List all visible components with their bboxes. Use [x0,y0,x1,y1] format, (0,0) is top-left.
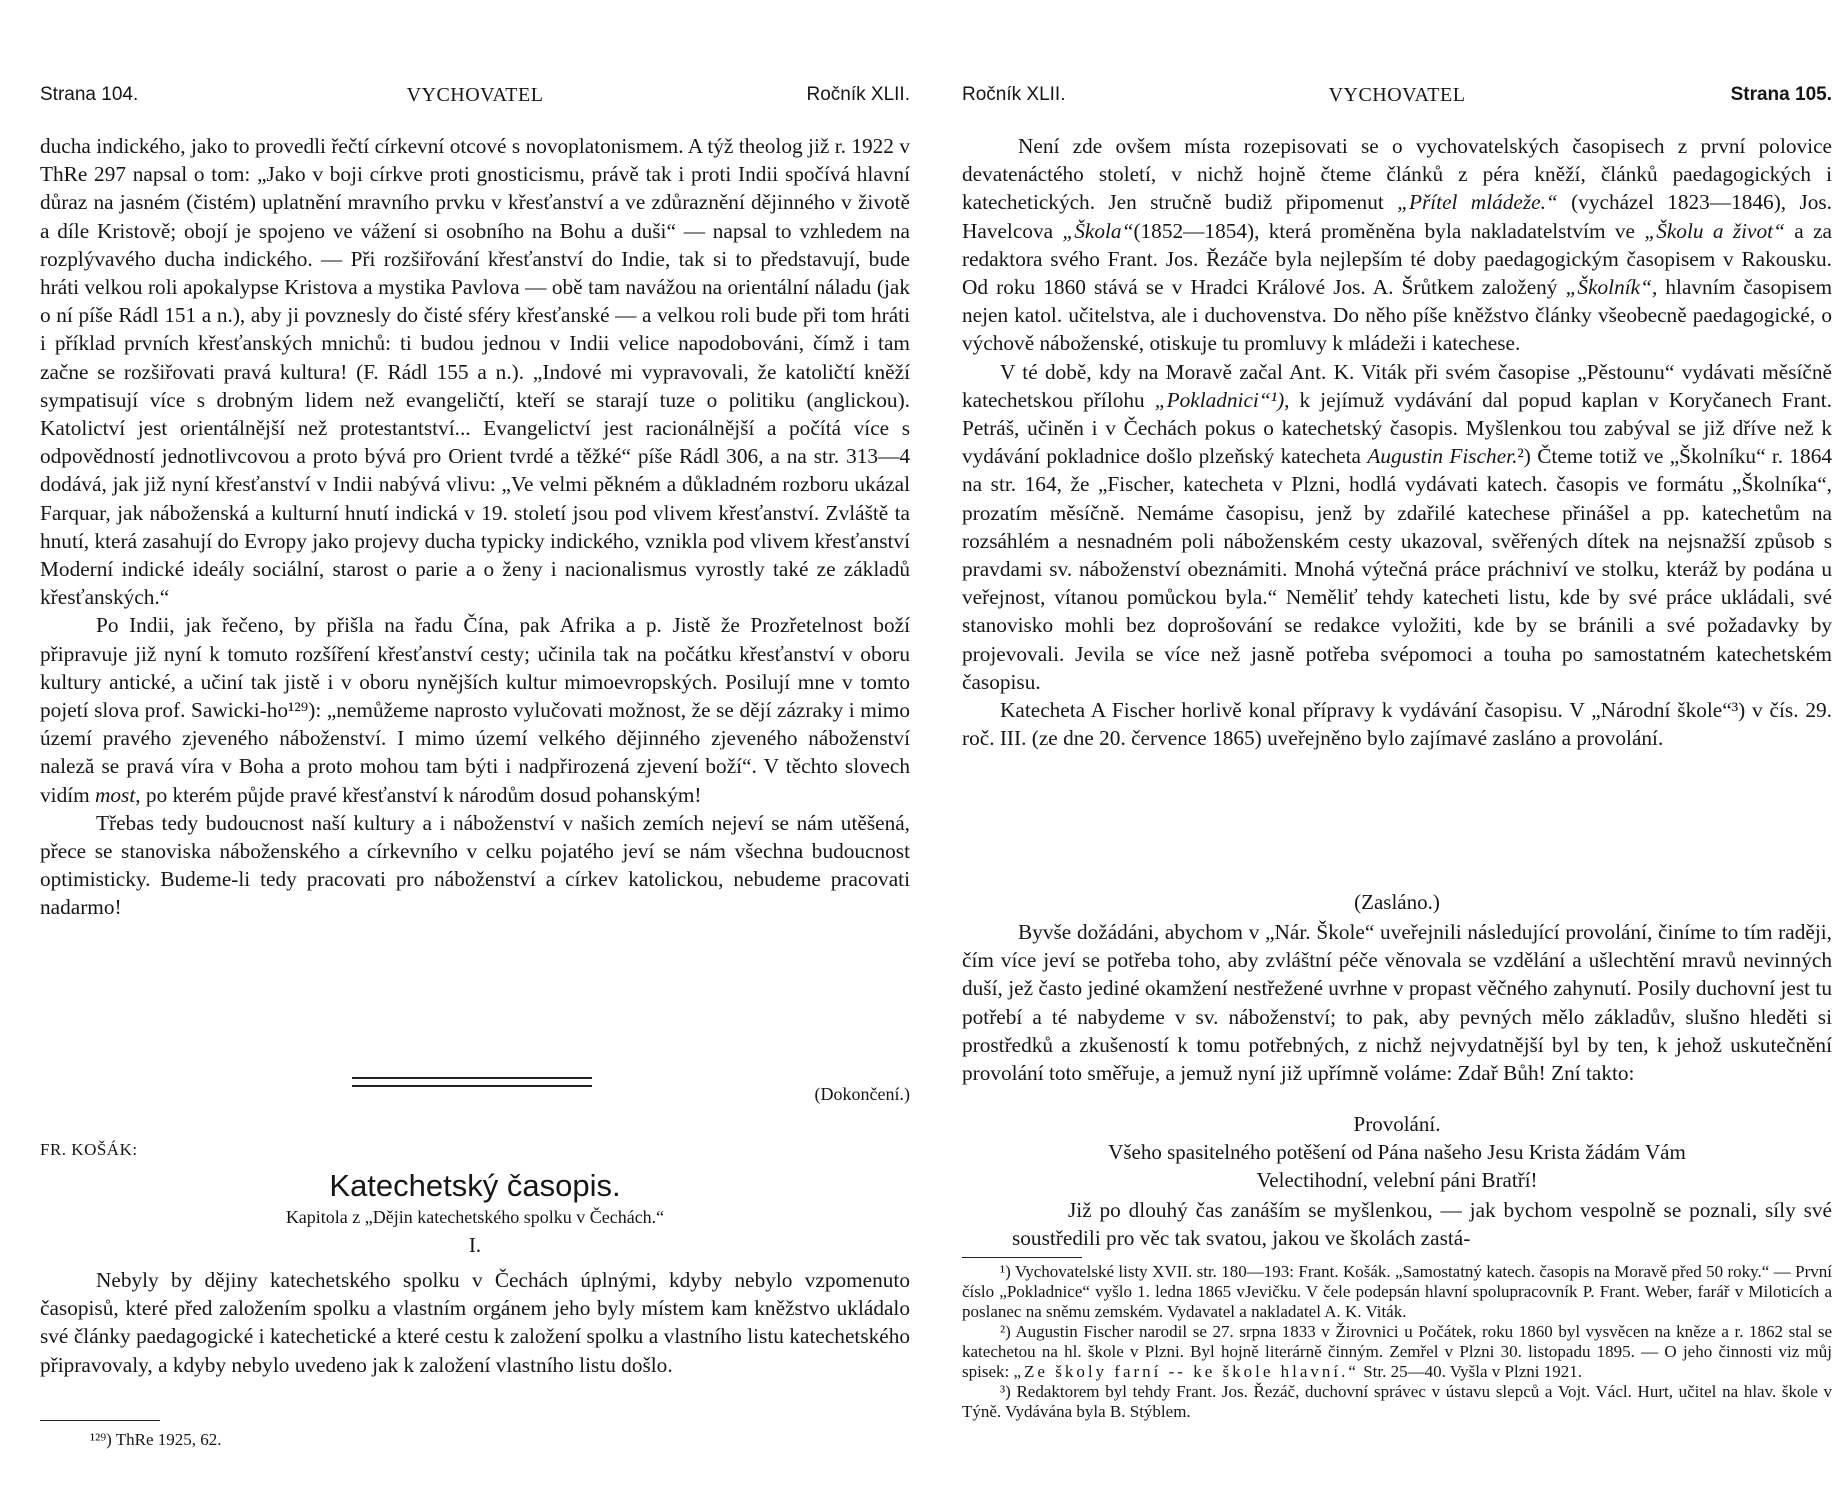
left-volume: Ročník XLII. [806,84,910,105]
left-body-text [40,132,910,922]
article-body [40,1266,910,1379]
provolani-greeting: Všeho spasitelného potěšení od Pána našeho Jesu Krista žádám Vám [1108,1140,1686,1164]
footnote-2-text: ²) Augustin Fischer narodil se 27. srpna 1833 v Žirovnici u Počátek, roku 1860 byl vysvěcen na kněze a r. 1862 stal se katechetou na hl. škole v Plzni. Byl hojně literárně činným. Zemřel v Plzni 30. listopadu 1895. — O jeho činnosti viz můj spisek: [962,1322,1832,1381]
article-author: FR. KOŠÁK: [40,1140,138,1159]
right-paragraph-1-b: (vycházel 1823—1846), Jos. Havelcova [962,190,1832,243]
concluded-note: (Dokončení.) [814,1084,910,1104]
zaslano-body [962,918,1832,1087]
left-paragraph-2 [40,611,910,808]
zaslano-paragraph: Byvše dožádáni, abychom v „Nár. Škole“ uveřejnili následující provolání, činíme to tím raději, čím více jeví se potřeba toho, aby zvláštní péče věnovala se vzdělání a ušlechtění mravů nevinných duší, jež často jediné okamžení nestřežené uvrhne v propast věčného zahynutí. Posily duchovní jest tu potřebí a té nabydeme v sv. náboženství; to pak, aby pevných mělo základův, slušno hleděti si prostředků a zkušeností k tomu potřebných, z nichž nejvydatnější byl by ten, k jehož uskutečnění provolání toto směřuje, a jemuž nyní již upřímně voláme: Zdař Bůh! Zní takto: [962,920,1832,1086]
name-augustin-fischer: Augustin Fischer. [1367,444,1518,469]
title-pokladnice: „Pokladnici“¹) [1154,387,1285,412]
left-paragraph-3: Třebas tedy budoucnost naší kultury a i náboženství v našich zemích nejeví se nám utěšená, přece se stanoviska náboženského a církevního v celku pojatého jeví se nám všechna budoucnost optimisticky. Budeme-li tedy pracovati pro náboženství a církev katolickou, nebudeme pracovati nadarmo! [40,810,910,920]
title-pritel-mladeze: „Přítel mládeže.“ [1397,190,1558,215]
provolani-heading: Provolání. [1353,1112,1441,1136]
footnote-2-end: Str. 25—40. Vyšla v Plzni 1921. [1363,1362,1583,1381]
article-paragraph: Nebyly by dějiny katechetského spolku v Čechách úplnými, kdyby nebylo vzpomenuto časopisů, které před založením spolku a vlastním orgánem jeho byly místem kam kněžstvo ukládalo své články paedagogické i katechetické a které cestu k založení spolku a vlastního listu katechetského připravovaly, a kdyby nebylo uvedeno jak k založení vlastního listu došlo. [40,1268,910,1377]
left-footnote-rule [40,1420,160,1421]
right-paragraph-2-a: V té době, kdy na Moravě začal Ant. K. Viták při svém časopise „Pěstounu“ vydávati měsíčně katechetskou přílohu [962,359,1832,412]
left-paragraph-2-text: Po Indii, jak řečeno, by přišla na řadu Čína, pak Afrika a p. Jistě že Prozřetelnost boží připravuje již nyní k tomuto rozšíření křesťanství cesty; učinila tak na počátku křesťanství v oboru kultury antické, a učiní tak jistě i v oboru nynějších kultur mimoevropských. Posilují mne v tomto pojetí slova prof. Sawicki-ho¹²⁹): „nemůžeme naprosto vylučovati možnost, že se dějí zázraky i mimo území pravého zjeveného náboženství. I mimo území velkého dějinného zjeveného náboženství naleză se pravá víra v Boha a proto mohou tam býti i nadpřirozená zjevení boží“. V těchto slovech vidím [40,613,910,807]
right-running-header [962,84,1832,110]
left-footnote: ¹²⁹) ThRe 1925, 62. [90,1430,222,1449]
right-body-text [962,132,1832,752]
right-footnotes [962,1262,1832,1422]
left-paragraph-2-italic: most [95,782,136,807]
footnote-2 [962,1322,1832,1382]
provolani-address: Velectihodní, velební páni Bratří! [1256,1168,1538,1192]
end-of-article-rule [352,1077,592,1087]
right-page [962,0,1832,1500]
right-paragraph-1-c: (1852—1854), která proměněna byla nakladatelstvím ve [1133,218,1635,243]
right-paragraph-1 [962,132,1832,358]
article-title: Katechetský časopis. [329,1168,621,1203]
right-volume: Ročník XLII. [962,84,1066,105]
footnote-1: ¹) Vychovatelské listy XVII. str. 180—193: Frant. Košák. „Samostatný katech. časopis na Moravě před 50 roky.“ — První číslo „Pokladnice“ vyšlo 1. ledna 1865 vJevičku. V čele podepsán hlavní spolupracovník P. Frant. Weber, farář v Miloticích a poslanec na sněmu zemském. Vydavatel a nakladatel A. K. Viták. [962,1262,1832,1321]
right-paragraph-2 [962,358,1832,696]
right-paragraph-1-e: , hlavním časopisem nejen katol. učitelstva, ale i duchovenstva. Do něho píše kněžstvo články všeobecně paedagogické, o výchově náboženské, otiskuje tu promluvy k mládeži i katechese. [962,275,1832,356]
provolani-body [1012,1196,1832,1252]
right-page-number: Strana 105. [1730,84,1832,105]
right-paragraph-1-a: Není zde ovšem místa rozepisovati se o vychovatelských časopisech z první polovice devatenáctého století, v nichž hojně čteme článků z péra kněží, článků paedagogických i katechetických. Jen stručně budiž připomenut [962,134,1832,215]
right-paragraph-1-d: a za redaktora svého Frant. Jos. Řezáče byla nejlepším té doby paedagogickým časopisem v Rakousku. Od roku 1860 stává se v Hradci Králové Jos. A. Šrůtkem založený [962,218,1832,300]
left-paragraph-1: ducha indického, jako to provedli řečtí církevní otcové s novoplatonismem. A týž theolog již r. 1922 v ThRe 297 napsal o tom: „Jako v boji církve proti gnosticismu, právě tak i proti Indii spočívá hlavní důraz na jasném (čistém) uplatnění mravního prvku v křesťanství a ve zdůraznění dějinného v životě a díle Kristově; obojí je spojeno ve vážení si osobního na Bohu a duši“ — napsal to vzhledem na rozplývavého ducha indického. — Při rozšiřování křesťanství do Indie, tak si to představují, bude hráti velkou roli apokalypse Kristova a mystika Pavlova — obě tam navážou na orientální náladu (jak o ní píše Rádl 151 a n.), aby ji povznesly do čisté sféry křesťanské — a velkou roli bude při tom hráti i příklad prvních křesťanských mnichů: ti budou jednou v Indii velice napodobováni, čímž i tam začne se rozšiřovati pravá kultura! (F. Rádl 155 a n.). „Indové mi vypravovali, že katoličtí kněží sympatisují více s drobným lidem než evangeličtí, kteří se starají tuze o politiku (anglickou). Katolictví jest orientálnější než protestantství... Evangelictví jest racionálnější a počítá více s odpovědností jednotlivcovou a proto bývá pro Orient tvrdé a těžké“ píše Rádl 306, a na str. 313—4 dodává, jak již nyní křesťanství v Indii nabývá vlivu: „Ve velmi pěkném a důkladném rozboru ukázal Farquar, jak náboženská a kulturní hnutí indická v 19. století jsou pod vlivem křesťanství. Zvláště ta hnutí, která zasahují do Evropy jako projevy ducha typicky indického, vznikla pod vlivem křesťanství Moderní indické ideály sociální, starost o parie a o ženy i nacionalismus vyrostly také ze základů křesťanských.“ [40,134,910,610]
title-skolnik: „Školník“ [1565,275,1652,300]
article-section-number: I. [468,1233,482,1257]
left-running-header [40,84,910,110]
right-paragraph-3: Katecheta A Fischer horlivě konal přípravy k vydávání časopisu. V „Národní škole“³) v čís. 29. roč. III. (ze dne 20. července 1865) uveřejněno bylo zajímavé zasláno a provolání. [962,698,1832,751]
title-skola: „Škola“ [1062,218,1134,243]
provolani-paragraph: Již po dlouhý čas zanáším se myšlenkou, — jak bychom vespolně se poznali, síly své soustředili pro věc tak svatou, jakou ve školách zastá- [1012,1198,1832,1251]
zaslano-heading: (Zasláno.) [1354,890,1440,914]
title-skolu-a-zivot: „Školu a život“ [1644,218,1785,243]
left-page-number: Strana 104. [40,84,139,105]
article-subtitle: Kapitola z „Dějin katechetského spolku v Čechách.“ [285,1207,665,1227]
left-page [40,0,910,1500]
right-footnote-rule [962,1257,1082,1258]
footnote-3: ³) Redaktorem byl tehdy Frant. Jos. Řezáč, duchovní správec v ústavu slepců a Vojt. Václ. Hurt, učitel na hlav. škole v Týně. Vydávána byla B. Stýblem. [962,1382,1832,1421]
left-paragraph-2-end: , po kterém půjde pravé křesťanství k národům dosud pohanským! [135,782,702,807]
right-paragraph-2-c: ²) Čteme totiž ve „Školníku“ r. 1864 na str. 164, že „Fischer, katecheta v Plzni, hodlá vydávati katech. časopis ve formátu „Školníka“, prozatím měsíčně. Nemáme časopisu, jenž by zdařilé katechese přinášel a pp. katechetům na rozsáhlém a nesnadném poli náboženském cesty ukazoval, svěřených dítek na nejsnažší způsob s pravdami sv. náboženství obeznámiti. Mnohá výtečná práce práchniví ve stolku, kteráž by podána u veřejnost, vítanou pomůckou byla.“ Neměliť tehdy katecheti listu, kde by své práce ukládali, své stanovisko mohli bez doprošování se redakce vyložiti, kde by se bránili a své požadavky by projevovali. Jevila se více než jasně potřeba svépomoci a touha po samostatném katechetském časopisu. [962,444,1832,694]
right-paragraph-2-b: , k jejímuž vydávání dal popud kaplan v Koryčanech Frant. Petráš, učiněn i v Čechách pokus o katechetský časopis. Myšlenkou tou zabýval se již dříve než k vydávání pokladnice došlo plzeňský katecheta [962,387,1832,469]
footnote-2-spaced-title: „Ze školy farní -- ke škole hlavní.“ [1013,1362,1359,1381]
left-journal-title: VYCHOVATEL [406,84,544,106]
right-journal-title: VYCHOVATEL [1328,84,1466,106]
